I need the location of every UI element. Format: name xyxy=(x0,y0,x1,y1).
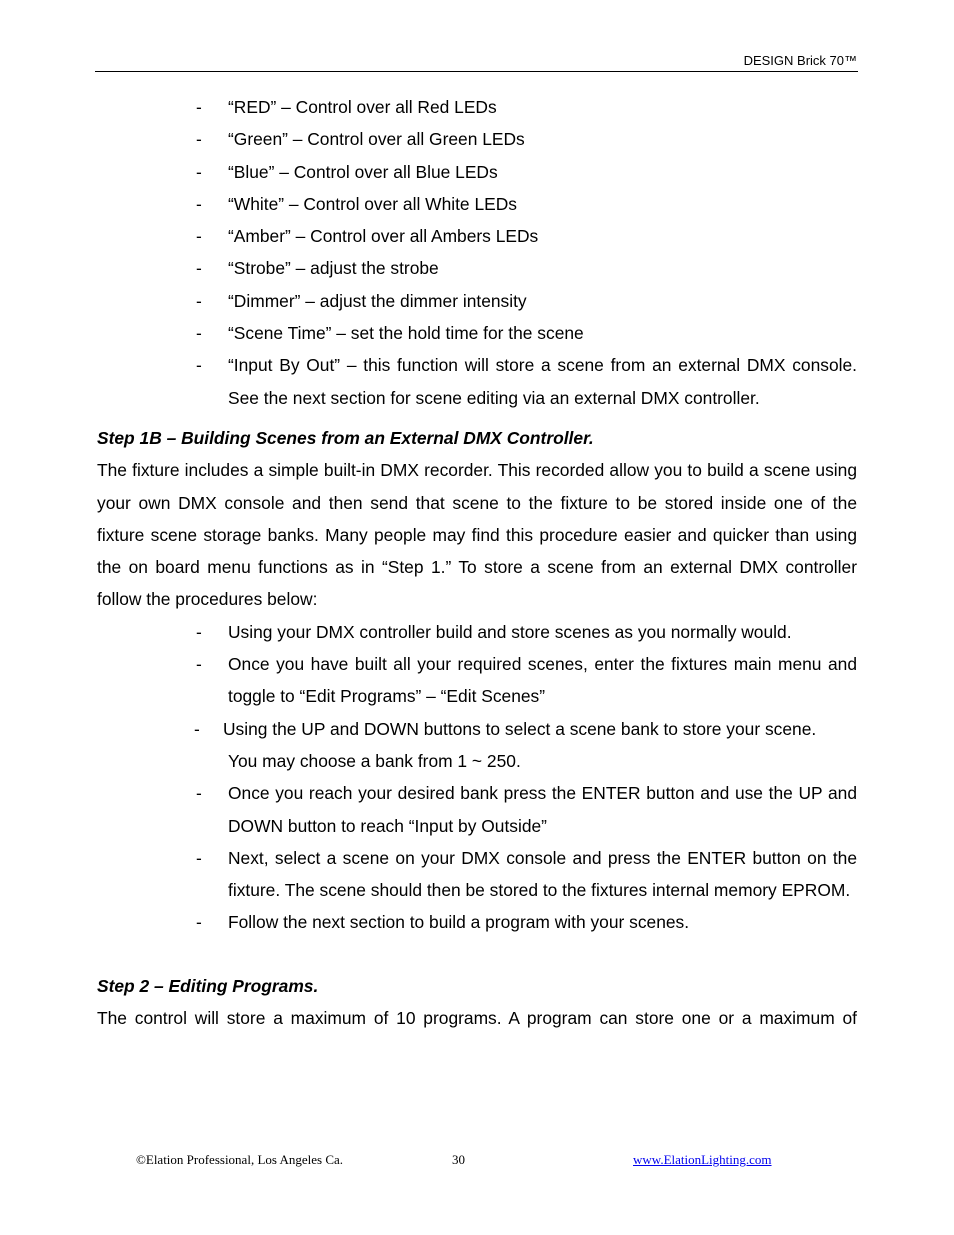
bullet-dash: - xyxy=(196,912,202,933)
bullet-dash: - xyxy=(196,129,202,150)
bullet-dash: - xyxy=(196,355,202,376)
step-1b-heading: Step 1B – Building Scenes from an External DMX Controller. xyxy=(97,427,594,448)
header-rule xyxy=(95,71,858,72)
list-item-text: “Scene Time” – set the hold time for the scene xyxy=(228,323,584,344)
list-item xyxy=(97,220,857,252)
color-channel-list xyxy=(97,91,857,414)
list-item-text: “Strobe” – adjust the strobe xyxy=(228,258,439,279)
step-1b-paragraph: The fixture includes a simple built-in DMX recorder. This recorded allow you to build a scene using your own DMX console and then send that scene to the fixture to be stored inside one of the fixture scene storage banks. Many people may find this procedure easier and quicker than using the on board menu functions as in “Step 1.” To store a scene from an external DMX controller follow the procedures below: xyxy=(97,460,857,610)
list-item-text: Next, select a scene on your DMX console and press the ENTER button on the fixture. The scene should then be stored to the fixtures internal memory EPROM. xyxy=(228,847,857,901)
bullet-dash: - xyxy=(196,258,202,279)
list-item xyxy=(97,616,857,648)
list-item xyxy=(97,777,857,842)
list-item xyxy=(97,842,857,907)
bullet-dash: - xyxy=(196,193,202,214)
list-item xyxy=(97,123,857,155)
bullet-dash: - xyxy=(194,718,200,739)
list-item-text-continued: You may choose a bank from 1 ~ 250. xyxy=(228,750,521,771)
list-item-text: Using the UP and DOWN buttons to select a scene bank to store your scene. xyxy=(223,718,817,739)
bullet-dash: - xyxy=(196,97,202,117)
section-spacer xyxy=(97,939,857,970)
list-item xyxy=(97,188,857,220)
footer-website-link[interactable]: www.ElationLighting.com xyxy=(633,1152,772,1167)
bullet-dash: - xyxy=(196,621,202,642)
bullet-dash: - xyxy=(196,847,202,868)
list-item-text: “White” – Control over all White LEDs xyxy=(228,193,517,214)
list-item xyxy=(97,349,857,414)
list-item-text: Follow the next section to build a program with your scenes. xyxy=(228,912,690,933)
list-item xyxy=(97,91,857,123)
list-item xyxy=(97,252,857,284)
list-item-text: “Dimmer” – adjust the dimmer intensity xyxy=(228,290,527,311)
footer-page-number: 30 xyxy=(452,1152,465,1167)
list-item-text: “RED” – Control over all Red LEDs xyxy=(228,97,497,117)
list-item-text: “Blue” – Control over all Blue LEDs xyxy=(228,161,498,182)
list-item xyxy=(97,713,857,778)
bullet-dash: - xyxy=(196,161,202,182)
step-2-heading: Step 2 – Editing Programs. xyxy=(97,975,319,996)
step-1b-procedure-list xyxy=(97,616,857,939)
list-item xyxy=(97,906,857,938)
list-item-text: Once you reach your desired bank press the ENTER button and use the UP and DOWN button to reach “Input by Outside” xyxy=(228,783,857,836)
running-header-title: DESIGN Brick 70™ xyxy=(743,53,857,68)
list-item xyxy=(97,648,857,713)
list-item-text: “Input By Out” – this function will store a scene from an external DMX console. See the next section for scene editing via an external DMX controller. xyxy=(228,355,857,408)
list-item-text: Once you have built all your required scenes, enter the fixtures main menu and toggle to “Edit Programs” – “Edit Scenes” xyxy=(228,654,857,707)
list-item xyxy=(97,156,857,188)
list-item-text: “Green” – Control over all Green LEDs xyxy=(228,129,525,150)
list-item xyxy=(97,317,857,349)
page-body xyxy=(97,91,857,1034)
bullet-dash: - xyxy=(196,654,202,675)
bullet-dash: - xyxy=(196,783,202,804)
bullet-dash: - xyxy=(196,323,202,344)
list-item xyxy=(97,285,857,317)
list-item-text: “Amber” – Control over all Ambers LEDs xyxy=(228,226,539,247)
step-2-paragraph: The control will store a maximum of 10 programs. A program can store one or a maximum of xyxy=(97,1008,857,1029)
list-item-text: Using your DMX controller build and store scenes as you normally would. xyxy=(228,621,792,642)
footer-copyright: ©Elation Professional, Los Angeles Ca. xyxy=(136,1152,344,1167)
bullet-dash: - xyxy=(196,226,202,247)
bullet-dash: - xyxy=(196,290,202,311)
